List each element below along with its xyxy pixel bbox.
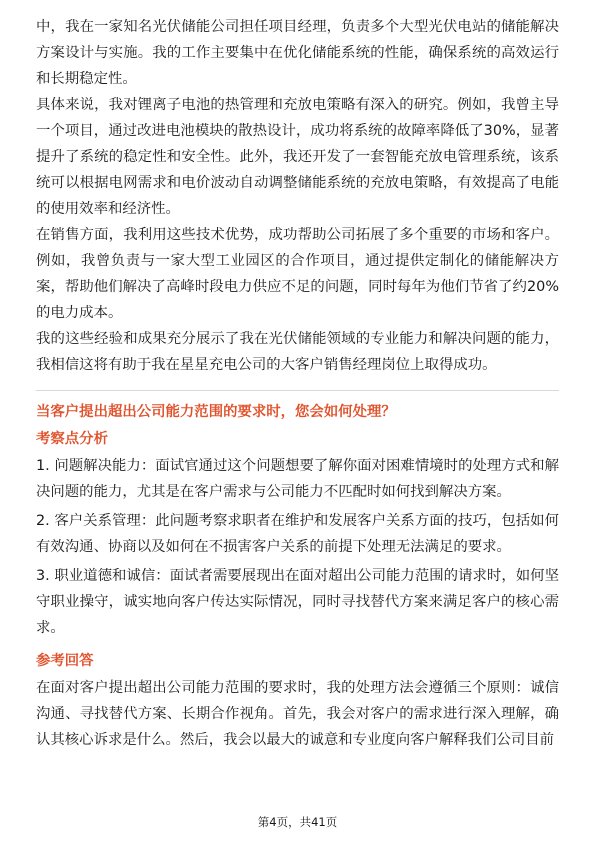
analysis-heading: 考察点分析 <box>36 431 108 447</box>
intro-paragraph-1: 中，我在一家知名光伏储能公司担任项目经理，负责多个大型光伏电站的储能解决方案设计与实施。我的工作主要集中在优化储能系统的性能，确保系统的高效运行和长期稳定性。 <box>36 19 559 87</box>
section-divider <box>36 390 559 391</box>
page-content <box>36 14 559 753</box>
page-footer: 第4页，共41页 <box>257 815 338 829</box>
intro-paragraph-3: 在销售方面，我利用这些技术优势，成功帮助公司拓展了多个重要的市场和客户。例如，我曾负责与一家大型工业园区的合作项目，通过提供定制化的储能解决方案，帮助他们解决了高峰时段电力供应不足的问题，同时每年为他们节省了约20%的电力成本。 <box>36 227 559 321</box>
analysis-item-1: 1. 问题解决能力：面试官通过这个问题想要了解你面对困难情境时的处理方式和解决问题的能力，尤其是在客户需求与公司能力不匹配时如何找到解决方案。 <box>36 458 559 500</box>
answer-text: 在面对客户提出超出公司能力范围的要求时，我的处理方法会遵循三个原则：诚信沟通、寻找替代方案、长期合作视角。首先，我会对客户的需求进行深入理解，确认其核心诉求是什么。然后，我会以最大的诚意和专业度向客户解释我们公司目前 <box>36 680 559 748</box>
intro-paragraph-4: 我的这些经验和成果充分展示了我在光伏储能领域的专业能力和解决问题的能力，我相信这将有助于我在星星充电公司的大客户销售经理岗位上取得成功。 <box>36 331 559 373</box>
intro-paragraph-2: 具体来说，我对锂离子电池的热管理和充放电策略有深入的研究。例如，我曾主导一个项目，通过改进电池模块的散热设计，成功将系统的故障率降低了30%，显著提升了系统的稳定性和安全性。此外，我还开发了一套智能充放电管理系统，该系统可以根据电网需求和电价波动自动调整储能系统的充放电策略，有效提高了电能的使用效率和经济性。 <box>36 97 559 217</box>
analysis-item-2: 2. 客户关系管理：此问题考察求职者在维护和发展客户关系方面的技巧，包括如何有效沟通、协商以及如何在不损害客户关系的前提下处理无法满足的要求。 <box>36 513 559 555</box>
answer-heading: 参考回答 <box>36 653 94 669</box>
question-title: 当客户提出超出公司能力范围的要求时，您会如何处理？ <box>36 404 396 420</box>
analysis-item-3: 3. 职业道德和诚信：面试者需要展现出在面对超出公司能力范围的请求时，如何坚守职业操守，诚实地向客户传达实际情况，同时寻找替代方案来满足客户的核心需求。 <box>36 568 559 636</box>
